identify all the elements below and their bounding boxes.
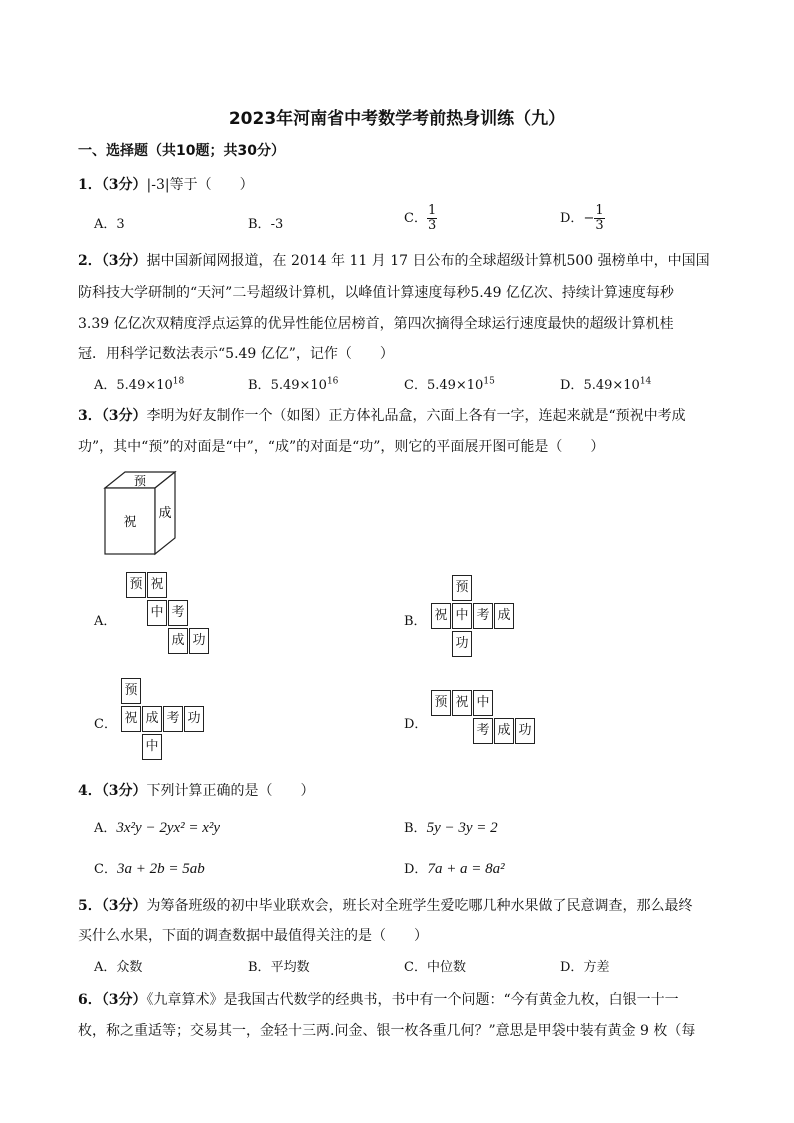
question-5-option-b: [248, 956, 310, 975]
question-score: （3分）: [101, 898, 147, 914]
question-4-option-a: [94, 817, 220, 837]
option-formula: 3x²y − 2yx² = x²y: [116, 820, 221, 836]
net-cell: 中: [473, 690, 493, 716]
question-3-line-2: 功”，其中“预”的对面是“中”，“成”的对面是“功”，则它的平面展开图可能是（ ）: [78, 439, 605, 455]
question-number: 6．: [78, 992, 102, 1008]
net-cell: 中: [142, 734, 162, 760]
net-cell: 祝: [121, 706, 141, 732]
question-4-option-d: [404, 858, 505, 878]
net-cell: 考: [168, 600, 188, 626]
option-formula: 3a + 2b = 5ab: [116, 861, 205, 877]
denominator: 3: [595, 218, 604, 233]
net-cell: 预: [121, 678, 141, 704]
net-cell: 功: [189, 628, 209, 654]
option-text: -3: [270, 217, 284, 232]
question-3-option-d-label: D．: [404, 717, 428, 732]
option-text: 方差: [583, 960, 610, 975]
option-label: C．: [404, 211, 427, 226]
net-cell: 功: [515, 718, 535, 744]
question-number: 1．: [78, 177, 102, 193]
question-2-line-1: [78, 250, 710, 270]
question-1-option-c: [404, 204, 437, 233]
exponent: 16: [326, 376, 339, 387]
question-4-option-b: [404, 817, 498, 837]
option-text: 5.49×10: [270, 378, 327, 393]
option-text: 5.49×10: [116, 378, 173, 393]
option-label: C．: [404, 378, 427, 393]
question-2-line-3: 3.39 亿亿次双精度浮点运算的优异性能位居榜首，第四次摘得全球运行速度最快的超级计算机桂: [78, 316, 674, 332]
question-1-option-a: [94, 213, 125, 232]
question-2-line-4: 冠．用科学记数法表示“5.49 亿亿”，记作（ ）: [78, 346, 394, 362]
question-1-option-d: [560, 204, 605, 233]
option-label: B．: [248, 960, 271, 975]
exponent: 18: [172, 376, 185, 387]
option-text: 中位数: [426, 960, 466, 975]
net-cell: 考: [473, 603, 493, 629]
question-2-option-a: [94, 374, 184, 393]
question-4-stem: [78, 780, 315, 800]
question-5-option-a: [94, 956, 142, 975]
question-2-option-d: [560, 374, 651, 393]
net-cell: 考: [163, 706, 183, 732]
question-score: （3分）: [101, 408, 147, 424]
numerator: 1: [595, 203, 604, 218]
option-label: D．: [560, 211, 584, 226]
option-formula: 7a + a = 8a²: [427, 861, 505, 877]
option-text: 3: [116, 217, 125, 232]
question-score: （3分）: [101, 992, 147, 1008]
question-3-line-1: [78, 405, 686, 425]
cube-top-label: 预: [133, 474, 147, 488]
net-cell: 成: [168, 628, 188, 654]
net-cell: 功: [184, 706, 204, 732]
option-label: A．: [94, 378, 117, 393]
net-cell: 预: [431, 690, 451, 716]
option-label: B．: [404, 821, 427, 836]
net-cell: 成: [494, 718, 514, 744]
question-text: 据中国新闻网报道，在 2014 年 11 月 17 日公布的全球超级计算机500 强榜单中，中国国: [146, 253, 710, 269]
question-number: 5．: [78, 898, 102, 914]
question-text: 为筹备班级的初中毕业联欢会，班长对全班学生爱吃哪几种水果做了民意调查，那么最终: [146, 898, 693, 914]
option-text: 5.49×10: [426, 378, 484, 393]
page-title: 2023年河南省中考数学考前热身训练（九）: [228, 109, 566, 129]
net-cell: 祝: [452, 690, 472, 716]
option-label: A．: [94, 217, 117, 232]
net-cell: 中: [452, 603, 472, 629]
net-cell: 预: [126, 572, 146, 598]
question-text: |-3|等于（ ）: [146, 177, 254, 193]
cube-side-label: 成: [158, 506, 172, 521]
question-text: 下列计算正确的是（ ）: [146, 783, 315, 799]
option-label: A．: [94, 821, 117, 836]
option-label: D．: [560, 960, 584, 975]
net-cell: 成: [142, 706, 162, 732]
question-5-option-c: [404, 956, 466, 975]
question-3-option-a-label: A．: [94, 614, 117, 629]
exponent: 15: [483, 376, 495, 387]
question-text: 《九章算术》是我国古代数学的经典书，书中有一个问题：“今有黄金九枚，白银一十一: [146, 992, 679, 1008]
option-label: D．: [560, 378, 584, 393]
question-5-line-1: [78, 895, 693, 915]
question-5-line-2: 买什么水果，下面的调查数据中最值得关注的是（ ）: [78, 928, 428, 944]
option-label: B．: [248, 378, 271, 393]
denominator: 3: [427, 218, 437, 233]
question-2-line-2: 防科技大学研制的“天河”二号超级计算机，以峰值计算速度每秒5.49 亿亿次、持续计算速度每秒: [78, 285, 674, 301]
question-number: 2．: [78, 253, 102, 269]
net-cell: 功: [452, 631, 472, 657]
option-text: 5.49×10: [583, 378, 640, 393]
net-cell: 成: [494, 603, 514, 629]
question-number: 4．: [78, 783, 102, 799]
question-3-option-b-label: B．: [404, 614, 427, 629]
option-formula: 5y − 3y = 2: [426, 820, 498, 836]
question-1-option-b: [248, 213, 283, 232]
fraction: [594, 204, 604, 233]
net-cell: 考: [473, 718, 493, 744]
cube-front-label: 祝: [123, 515, 137, 530]
question-6-line-2: 枚，称之重适等；交易其一，金轻十三两.问金、银一枚各重几何？”意思是甲袋中装有黄金 9 枚（每: [78, 1023, 696, 1039]
question-1-stem: [78, 174, 254, 194]
question-score: （3分）: [101, 177, 147, 193]
fraction: [427, 204, 437, 233]
net-cell: 中: [147, 600, 167, 626]
minus-sign: −: [583, 211, 595, 226]
net-cell: 祝: [147, 572, 167, 598]
section-heading: 一、选择题（共10题；共30分）: [78, 143, 285, 159]
question-score: （3分）: [101, 783, 147, 799]
option-label: C．: [404, 960, 427, 975]
question-5-option-d: [560, 956, 609, 975]
option-text: 众数: [116, 960, 143, 975]
option-label: A．: [94, 960, 117, 975]
net-cell: 祝: [431, 603, 451, 629]
exponent: 14: [639, 376, 652, 387]
net-cell: 预: [452, 575, 472, 601]
option-text: 平均数: [270, 960, 310, 975]
question-4-option-c: [94, 858, 205, 878]
question-6-line-1: [78, 989, 679, 1009]
cube-figure: [100, 468, 180, 558]
question-2-option-c: [404, 374, 495, 393]
question-text: 李明为好友制作一个（如图）正方体礼品盒，六面上各有一字，连起来就是“预祝中考成: [146, 408, 686, 424]
option-label: D．: [404, 862, 428, 877]
question-score: （3分）: [101, 253, 147, 269]
question-2-option-b: [248, 374, 338, 393]
question-3-option-c-label: C．: [94, 717, 117, 732]
option-label: B．: [248, 217, 271, 232]
option-label: C．: [94, 862, 117, 877]
numerator: 1: [427, 203, 437, 218]
question-number: 3．: [78, 408, 102, 424]
